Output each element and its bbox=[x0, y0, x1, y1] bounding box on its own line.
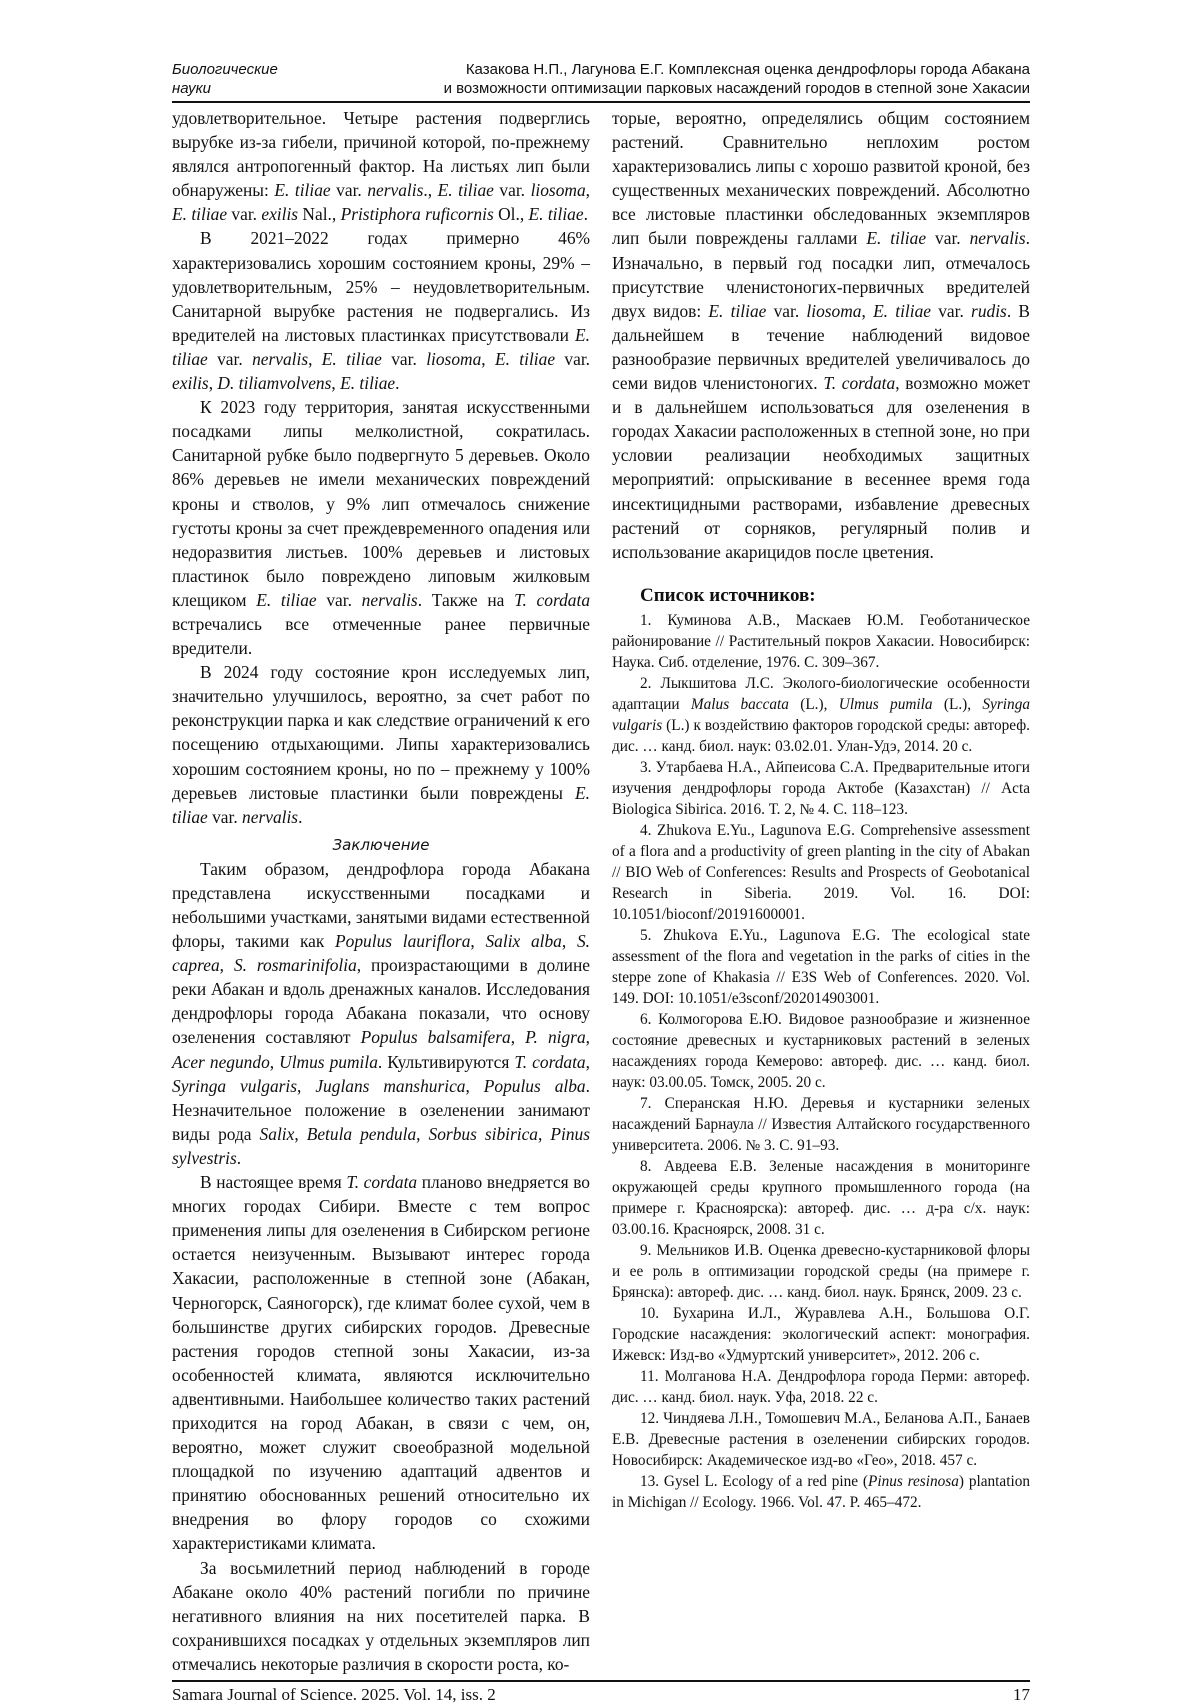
paragraph bbox=[172, 1556, 590, 1676]
italic-term: Populus alba bbox=[484, 1076, 586, 1096]
text-run: , bbox=[416, 1124, 428, 1144]
italic-term: liosoma bbox=[806, 301, 861, 321]
italic-term: E. tiliae bbox=[172, 204, 227, 224]
text-run: планово внедряется во многих городах Сибири. Вместе с тем вопрос применения липы для озеленения в Сибирском регионе остается неизученным. Вызывают интерес города Хакасии, расположенные в степной зоне (Абакан, Черногорск, Саяногорск), где климат более сухой, чем в большинстве других сибирских городов. Древесные растения городов степной зоны Хакасии, из-за особенностей климата, являются исключительно адвентивными. Наибольшее количество таких растений приходится на город Абакан, в связи с чем, он, вероятно, может служит своеобразной модельной площадкой по изучению адаптаций адвентов и принятию обоснованных решений относительно их внедрения во флору городов со схожими характеристиками климата. bbox=[172, 1172, 590, 1553]
text-run: , bbox=[270, 1052, 279, 1072]
text-run: var. bbox=[766, 301, 806, 321]
italic-term: Ulmus pumila bbox=[839, 696, 933, 713]
text-run: , bbox=[861, 301, 873, 321]
text-run: 13. Gysel L. Ecology of a red pine ( bbox=[640, 1473, 868, 1490]
text-run: . bbox=[395, 373, 399, 393]
italic-term: rudis bbox=[971, 301, 1007, 321]
text-run: . bbox=[584, 204, 588, 224]
left-column bbox=[172, 106, 590, 1676]
reference-item bbox=[612, 1009, 1030, 1093]
text-run: (L.), bbox=[933, 696, 983, 713]
italic-term: Syringa vulgaris bbox=[612, 696, 1030, 734]
text-run: 8. Авдеева Е.В. Зеленые насаждения в мониторинге окружающей среды крупного промышленного города (на примере г. Красноярска): автореф. дис. … д-ра с/х. наук: 03.00.16. Красноярск, 2008. 31 с. bbox=[612, 1158, 1030, 1238]
reference-item bbox=[612, 1408, 1030, 1471]
conclusion-text-block bbox=[172, 857, 590, 1676]
reference-item bbox=[612, 1240, 1030, 1303]
section-line: науки bbox=[172, 79, 278, 98]
reference-item bbox=[612, 1303, 1030, 1366]
italic-term: E. tiliae bbox=[172, 325, 590, 369]
italic-term: liosoma bbox=[426, 349, 481, 369]
text-run: За восьмилетний период наблюдений в городе Абакане около 40% растений погибли по причине негативного влияния на них посетителей парка. В сохранившихся посадках у отдельных экземпляров лип отмечались некоторые различия в скорости роста, ко- bbox=[172, 1558, 590, 1674]
italic-term: Ulmus pumila bbox=[279, 1052, 378, 1072]
text-run: . Незначительное положение в озеленении занимают виды рода bbox=[172, 1076, 590, 1144]
italic-term: E. tiliae bbox=[172, 783, 590, 827]
journal-citation: Samara Journal of Science. 2025. Vol. 14, iss. 2 bbox=[172, 1685, 496, 1704]
italic-term: nervalis bbox=[970, 228, 1026, 248]
text-run: , bbox=[586, 1027, 590, 1047]
text-run: , произрастающими в долине реки Абакан и вдоль дренажных каналов. Исследования дендрофлоры города Абакана показали, что основу озеленения составляют bbox=[172, 955, 590, 1047]
body-text-block bbox=[172, 106, 590, 829]
text-run: , bbox=[586, 180, 590, 200]
italic-term: nervalis bbox=[242, 807, 298, 827]
text-run: , bbox=[331, 373, 340, 393]
italic-term: Betula pendula bbox=[307, 1124, 416, 1144]
text-run: К 2023 году территория, занятая искусственными посадками липы мелколистной, сократилась. Санитарной рубке было подвергнуто 5 деревьев. Около 86% деревьев не имели механических повреждений кроны и стволов, у 9% лип отмечалось снижение густоты кроны за счет преждевременного опадения или недоразвития листьев. 100% деревьев и листовых пластинок было повреждено липовым жилковым клещиком bbox=[172, 397, 590, 610]
italic-term: liosoma bbox=[531, 180, 586, 200]
columns bbox=[172, 106, 1030, 1676]
text-run: 10. Бухарина И.Л., Журавлева А.Н., Большова О.Г. Городские насаждения: экологический аспект: монография. Ижевск: Изд-во «Удмуртский университет», 2012. 206 с. bbox=[612, 1305, 1030, 1364]
italic-term: E. tiliae bbox=[529, 204, 584, 224]
paragraph bbox=[172, 395, 590, 660]
text-run: В 2021–2022 годах примерно 46% характеризовались хорошим состоянием кроны, 29% – удовлетворительным, 25% – неудовлетворительным. Санитарной вырубке растения не подвергались. Из вредителей на листовых пластинках присутствовали bbox=[172, 228, 590, 344]
text-run: , bbox=[470, 931, 485, 951]
text-run: , bbox=[481, 349, 495, 369]
italic-term: Juglans manshurica bbox=[315, 1076, 465, 1096]
text-run: Nal., bbox=[298, 204, 341, 224]
reference-item bbox=[612, 925, 1030, 1009]
italic-term: E. tiliae bbox=[274, 180, 330, 200]
italic-term: E. tiliae bbox=[873, 301, 931, 321]
text-run: 5. Zhukova E.Yu., Lagunova E.G. The ecological state assessment of the flora and vegetation in the parks of cities in the steppe zone of Khakasia // E3S Web of Conferences. 2020. Vol. 149. DOI: 10.1051/e3sconf/202014903001. bbox=[612, 927, 1030, 1007]
italic-term: Sorbus sibirica bbox=[429, 1124, 538, 1144]
italic-term: Populus balsamifera bbox=[361, 1027, 511, 1047]
text-run: var. bbox=[931, 301, 971, 321]
italic-term: S. caprea bbox=[172, 931, 590, 975]
text-run: . Также на bbox=[418, 590, 514, 610]
text-run: . bbox=[237, 1148, 241, 1168]
text-run: , bbox=[511, 1027, 525, 1047]
title-line: и возможности оптимизации парковых насаждений городов в степной зоне Хакасии bbox=[444, 79, 1030, 98]
page-number: 17 bbox=[1013, 1684, 1030, 1706]
italic-term: E. tiliae bbox=[256, 590, 316, 610]
text-run: 3. Утарбаева Н.А., Айпеисова С.А. Предварительные итоги изучения дендрофлоры города Актобе (Казахстан) // Acta Biologica Sibirica. 2016. Т. 2, № 4. С. 118–123. bbox=[612, 759, 1030, 818]
text-run: . В дальнейшем в течение наблюдений видовое разнообразие первичных вредителей увеличивалось до семи видов членистоногих. bbox=[612, 301, 1030, 393]
text-run: 11. Молганова Н.А. Дендрофлора города Перми: автореф. дис. … канд. биол. наук. Уфа, 2018. 22 с. bbox=[612, 1368, 1030, 1406]
italic-term: T. cordata bbox=[514, 590, 590, 610]
text-run: 9. Мельников И.В. Оценка древесно-кустарниковой флоры и ее роль в оптимизации городской среды (на примере г. Брянска): автореф. дис. … канд. биол. наук. Брянск, 2009. 23 с. bbox=[612, 1242, 1030, 1301]
reference-item bbox=[612, 1156, 1030, 1240]
text-run: 7. Сперанская Н.Ю. Деревья и кустарники зеленых насаждений Барнаула // Известия Алтайского государственного университета. 2006. № 3. С. 91–93. bbox=[612, 1095, 1030, 1154]
text-run: 6. Колмогорова Е.Ю. Видовое разнообразие и жизненное состояние древесных и кустарниковых растений в зеленых насаждениях города Кемерово: автореф. дис. … канд. биол. наук: 03.00.05. Томск, 2005. 20 с. bbox=[612, 1011, 1030, 1091]
paragraph bbox=[172, 660, 590, 829]
italic-term: Acer negundo bbox=[172, 1052, 270, 1072]
text-run: var. bbox=[555, 349, 590, 369]
paragraph bbox=[172, 226, 590, 395]
text-run: , bbox=[220, 955, 234, 975]
text-run: , bbox=[294, 1124, 306, 1144]
italic-term: Pinus sylvestris bbox=[172, 1124, 590, 1168]
text-run: , bbox=[538, 1124, 550, 1144]
text-run: var. bbox=[317, 590, 362, 610]
text-run: var. bbox=[208, 349, 252, 369]
right-column bbox=[612, 106, 1030, 1513]
text-run: var. bbox=[331, 180, 368, 200]
text-run: , bbox=[465, 1076, 483, 1096]
italic-term: E. tiliae bbox=[866, 228, 926, 248]
reference-item bbox=[612, 820, 1030, 925]
text-run: , bbox=[586, 1052, 590, 1072]
text-run: . Изначально, в первый год посадки лип, отмечалось присутствие членистоногих-первичных вредителей двух видов: bbox=[612, 228, 1030, 320]
italic-term: E. tiliae bbox=[322, 349, 382, 369]
italic-term: exilis bbox=[261, 204, 298, 224]
italic-term: nervalis bbox=[367, 180, 423, 200]
text-run: Ol., bbox=[494, 204, 529, 224]
text-run: , возможно может и в дальнейшем использоваться для озеленения в городах Хакасии расположенных в степной зоне, но при условии реализации необходимых защитных мероприятий: опрыскивание в весеннее время года инсектицидными растворами, избавление древесных растений от сорняков, регулярный полив и использование акарицидов после цветения. bbox=[612, 373, 1030, 562]
reference-item bbox=[612, 1471, 1030, 1513]
italic-term: nervalis bbox=[362, 590, 418, 610]
italic-term: E. tiliae bbox=[438, 180, 494, 200]
title-line: Казакова Н.П., Лагунова Е.Г. Комплексная оценка дендрофлоры города Абакана bbox=[444, 60, 1030, 79]
italic-term: E. tiliae bbox=[708, 301, 766, 321]
section-heading: Заключение bbox=[172, 833, 590, 857]
italic-term: Malus baccata bbox=[691, 696, 789, 713]
text-run: var. bbox=[926, 228, 970, 248]
text-run: торые, вероятно, определялись общим состоянием растений. Сравнительно неплохим ростом характеризовались липы с хорошо развитой кроной, без существенных механических повреждений. Абсолютно все листовые пластинки обследованных экземпляров лип были повреждены галлами bbox=[612, 108, 1030, 248]
paragraph bbox=[612, 106, 1030, 564]
text-run: встречались все отмеченные ранее первичные вредители. bbox=[172, 614, 590, 658]
text-run: , bbox=[562, 931, 577, 951]
text-run: удовлетворительное. Четыре растения подверглись вырубке из-за гибели, причиной которой, по-прежнему являлся антропогенный фактор. На листьях лип были обнаружены: bbox=[172, 108, 590, 200]
italic-term: exilis bbox=[172, 373, 209, 393]
page-footer bbox=[172, 1682, 1030, 1706]
italic-term: Pinus resinosa bbox=[868, 1473, 959, 1490]
text-run: В 2024 году состояние крон исследуемых лип, значительно улучшилось, вероятно, за счет работ по реконструкции парка и как следствие ограничений к его посещению отдыхающими. Липы характеризовались хорошим состоянием кроны, но по – прежнему у 100% деревьев листовые пластинки были повреждены bbox=[172, 662, 590, 802]
italic-term: E. tiliae bbox=[495, 349, 555, 369]
italic-term: T. cordata bbox=[346, 1172, 417, 1192]
text-run: , bbox=[297, 1076, 315, 1096]
text-run: var. bbox=[494, 180, 531, 200]
italic-term: P. nigra bbox=[525, 1027, 585, 1047]
text-run: 4. Zhukova E.Yu., Lagunova E.G. Comprehensive assessment of a flora and a productivity of green planting in the city of Abakan // BIO Web of Conferences: Results and Prospects of Geobotanical Research in Siberia. 2019. Vol. 16. DOI: 10.1051/bioconf/20191600001. bbox=[612, 822, 1030, 923]
references-list bbox=[612, 610, 1030, 1513]
references-heading: Список источников: bbox=[640, 584, 1030, 608]
italic-term: Syringa vulgaris bbox=[172, 1076, 297, 1096]
text-run: . bbox=[298, 807, 302, 827]
paragraph bbox=[172, 857, 590, 1170]
text-run: var. bbox=[208, 807, 242, 827]
paragraph bbox=[172, 106, 590, 226]
reference-item bbox=[612, 1366, 1030, 1408]
italic-term: E. tiliae bbox=[340, 373, 395, 393]
paragraph bbox=[172, 1170, 590, 1556]
text-run: Таким образом, дендрофлора города Абакана представлена искусственными посадками и небольшими участками, занятыми видами естественной флоры, такими как bbox=[172, 859, 590, 951]
reference-item bbox=[612, 757, 1030, 820]
section-line: Биологические bbox=[172, 60, 278, 79]
italic-term: Salix bbox=[260, 1124, 295, 1144]
text-run: (L.) к воздействию факторов городской среды: автореф. дис. … канд. биол. наук: 03.02.01. Улан-Удэ, 2014. 20 с. bbox=[612, 717, 1030, 755]
text-run: (L.), bbox=[789, 696, 839, 713]
italic-term: T. cordata bbox=[823, 373, 895, 393]
italic-term: Pristiphora ruficornis bbox=[341, 204, 494, 224]
text-run: var. bbox=[382, 349, 426, 369]
reference-item bbox=[612, 1093, 1030, 1156]
italic-term: S. rosmarinifolia bbox=[234, 955, 357, 975]
text-run: var. bbox=[227, 204, 261, 224]
text-run: ., bbox=[423, 180, 437, 200]
text-run: 12. Чиндяева Л.Н., Томошевич М.А., Беланова А.П., Банаев Е.В. Древесные растения в озеленении сибирских городов. Новосибирск: Академическое изд-во «Гео», 2018. 457 с. bbox=[612, 1410, 1030, 1469]
italic-term: T. cordata bbox=[514, 1052, 585, 1072]
text-run: , bbox=[308, 349, 322, 369]
text-run: . Культивируются bbox=[378, 1052, 514, 1072]
italic-term: Populus lauriflora bbox=[335, 931, 470, 951]
text-run: 2. Лыкшитова Л.С. Эколого-биологические особенности адаптации bbox=[612, 675, 1030, 713]
text-run: ) plantation in Michigan // Ecology. 1966. Vol. 47. P. 465–472. bbox=[612, 1473, 1030, 1511]
italic-term: D. tiliamvolvens bbox=[217, 373, 331, 393]
italic-term: nervalis bbox=[252, 349, 308, 369]
page-body bbox=[172, 0, 1030, 1706]
reference-item bbox=[612, 673, 1030, 757]
text-run: В настоящее время bbox=[200, 1172, 346, 1192]
body-text-block bbox=[612, 106, 1030, 564]
italic-term: Salix alba bbox=[485, 931, 561, 951]
text-run: , bbox=[209, 373, 218, 393]
reference-item bbox=[612, 610, 1030, 673]
text-run: 1. Куминова А.В., Маскаев Ю.М. Геоботаническое районирование // Растительный покров Хакасии. Новосибирск: Наука. Сиб. отделение, 1976. С. 309–367. bbox=[612, 612, 1030, 671]
